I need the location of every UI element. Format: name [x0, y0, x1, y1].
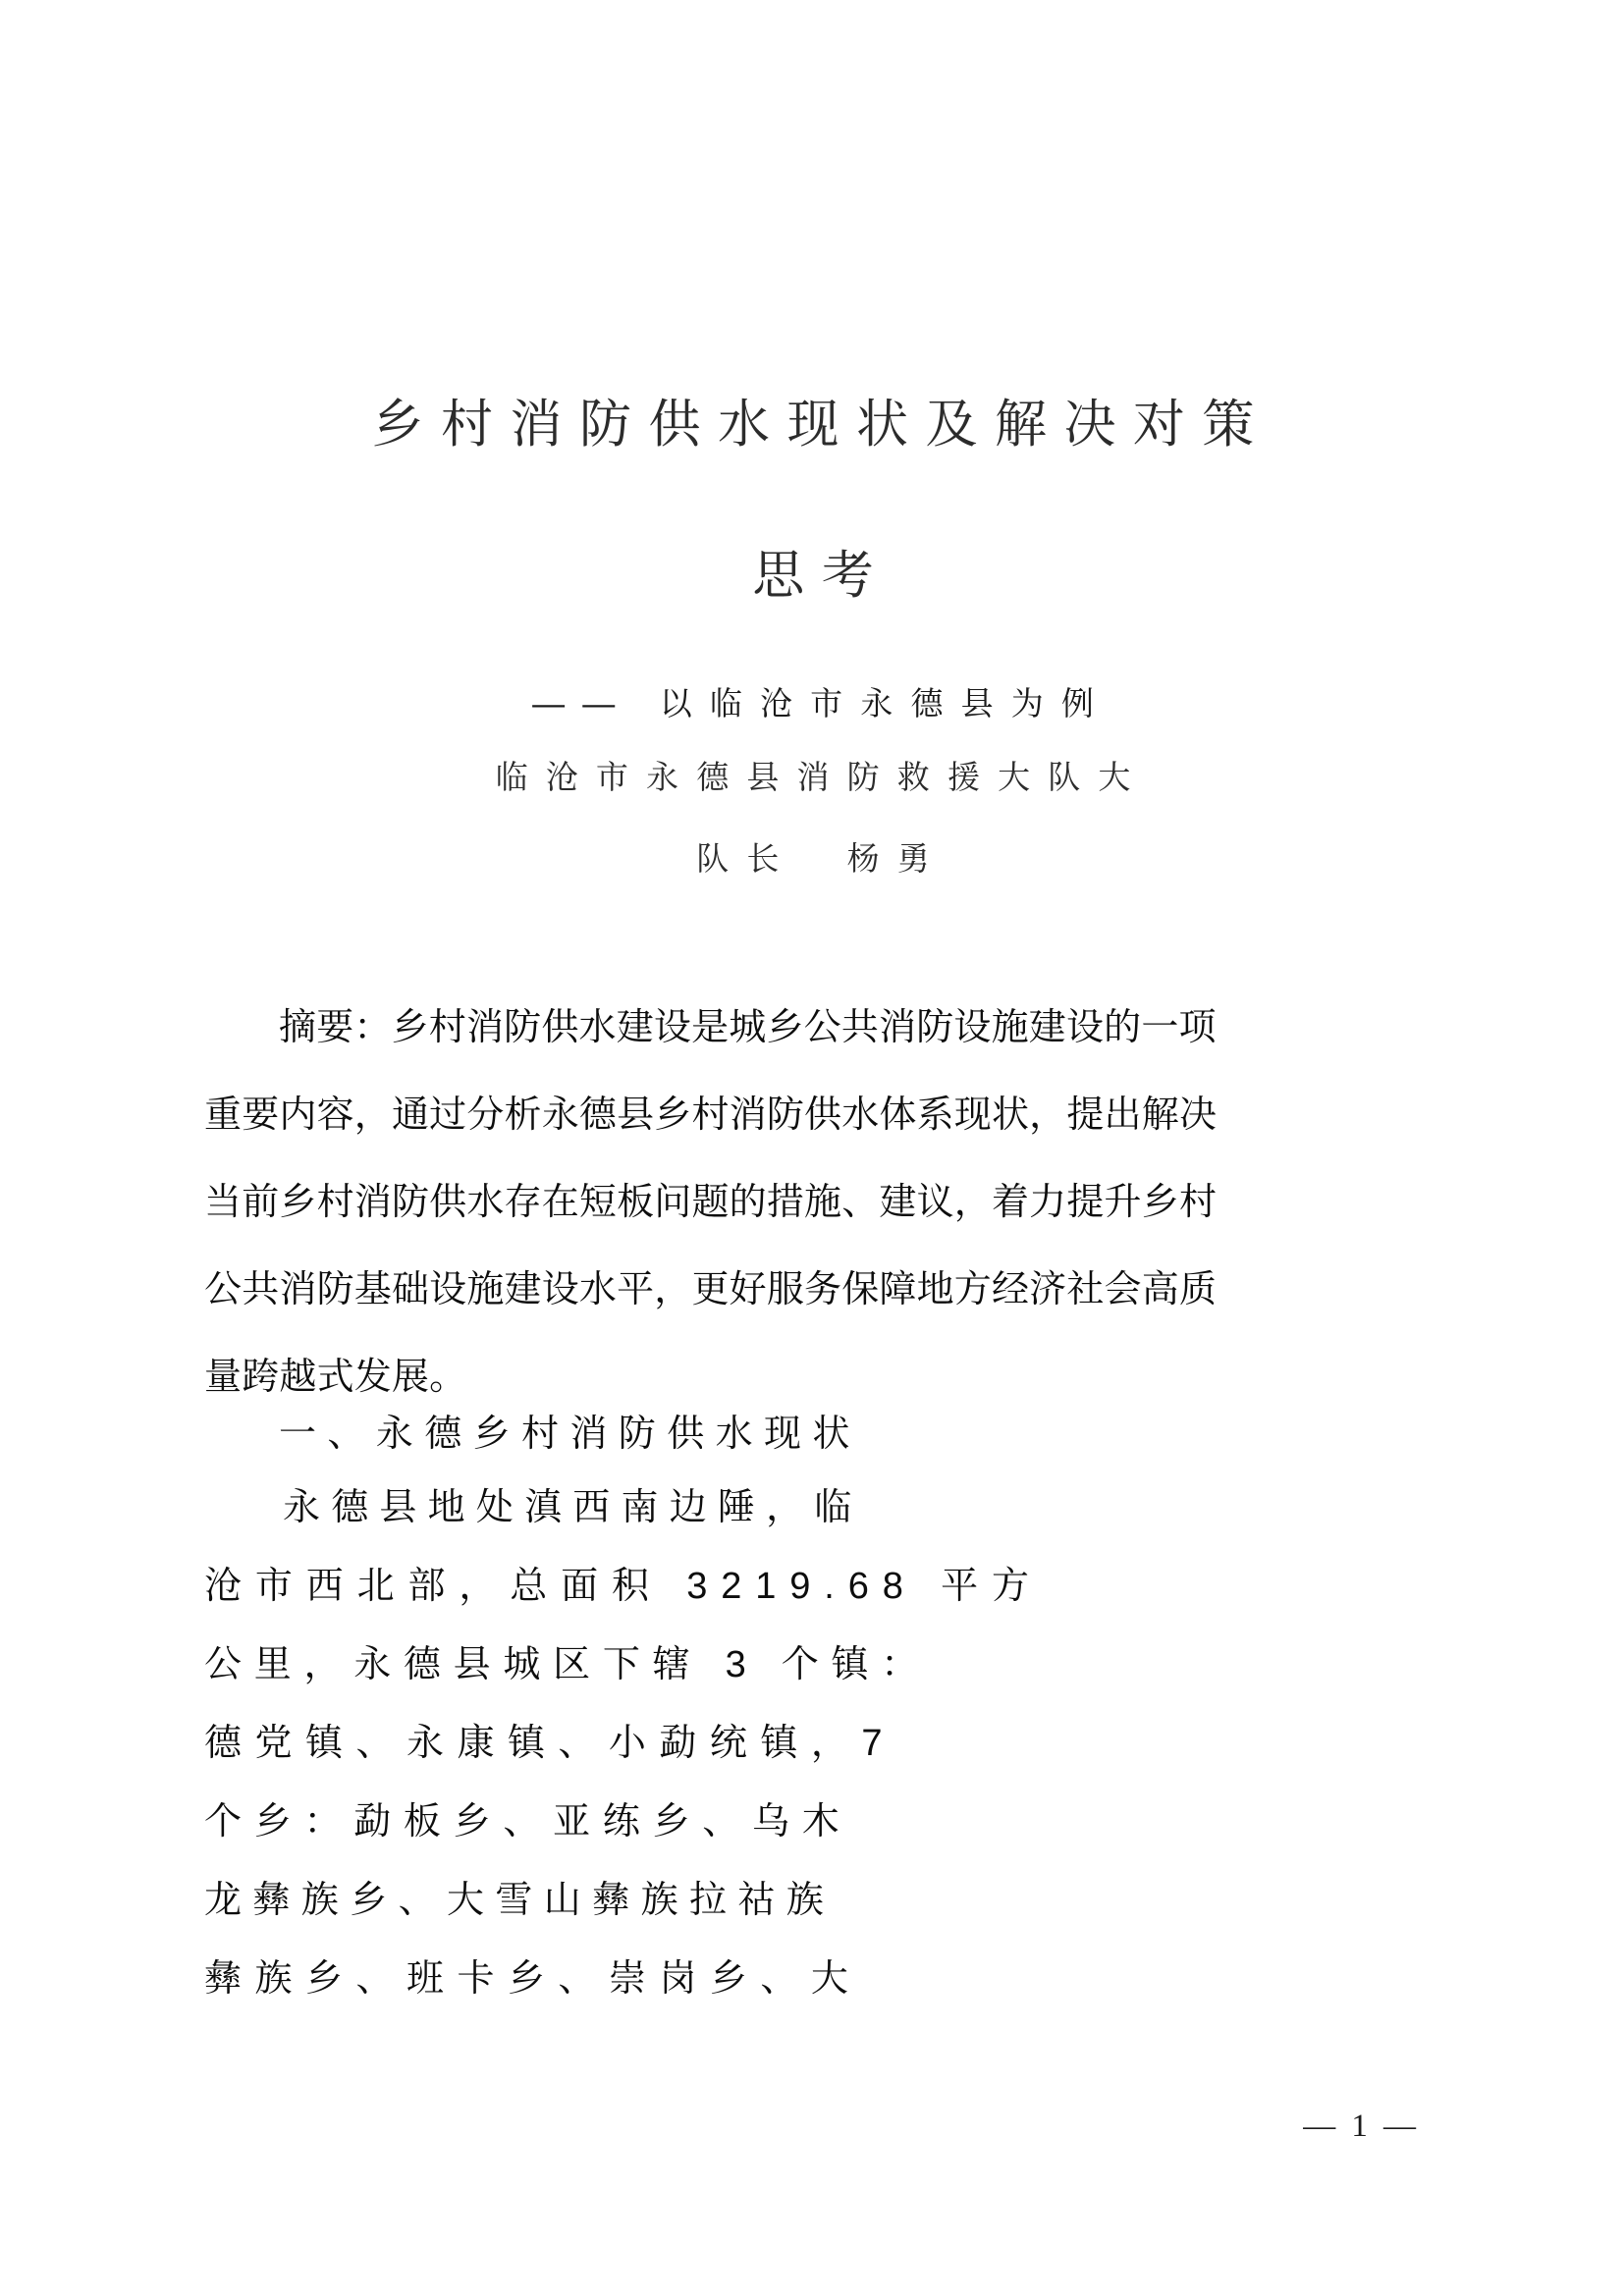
- section-heading: 一、永德乡村消防供水现状: [279, 1414, 861, 1455]
- body-line: 个乡：勐板乡、亚练乡、乌木: [204, 1801, 852, 1842]
- abstract-line: 公共消防基础设施建设水平，更好服务保障地方经济社会高质: [204, 1269, 1218, 1310]
- abstract-line: 摘要：乡村消防供水建设是城乡公共消防设施建设的一项: [279, 1007, 1217, 1048]
- body-line: 公里，永德县城区下辖 3 个镇：: [204, 1644, 931, 1685]
- body-line: 彝族乡、班卡乡、崇岗乡、大: [204, 1958, 862, 2000]
- author-name-line: 队长 杨勇: [696, 840, 947, 877]
- page-title-line-2: 思考: [752, 547, 892, 605]
- document-subtitle: —— 以临沧市永德县为例: [532, 685, 1112, 721]
- body-line: 沧市西北部，总面积 3219.68 平方: [204, 1566, 1043, 1607]
- abstract-line: 量跨越式发展。: [204, 1357, 467, 1398]
- page-content: [204, 0, 1422, 2296]
- body-line: 德党镇、永康镇、小勐统镇，7: [204, 1723, 895, 1764]
- abstract-line: 当前乡村消防供水存在短板问题的措施、建议，着力提升乡村: [204, 1182, 1218, 1223]
- page-title-line-1: 乡村消防供水现状及解决对策: [371, 396, 1272, 454]
- body-paragraph: [204, 1468, 1432, 2018]
- abstract-line: 重要内容，通过分析永德县乡村消防供水体系现状，提出解决: [204, 1095, 1218, 1136]
- page-number: — 1 —: [1303, 2109, 1420, 2144]
- body-line: 龙彝族乡、大雪山彝族拉祜族: [204, 1880, 836, 1921]
- abstract-block: [204, 985, 1432, 1421]
- author-affiliation-line-1: 临沧市永德县消防救援大队大: [495, 759, 1149, 795]
- body-line: 永德县地处滇西南边陲，临: [283, 1487, 863, 1528]
